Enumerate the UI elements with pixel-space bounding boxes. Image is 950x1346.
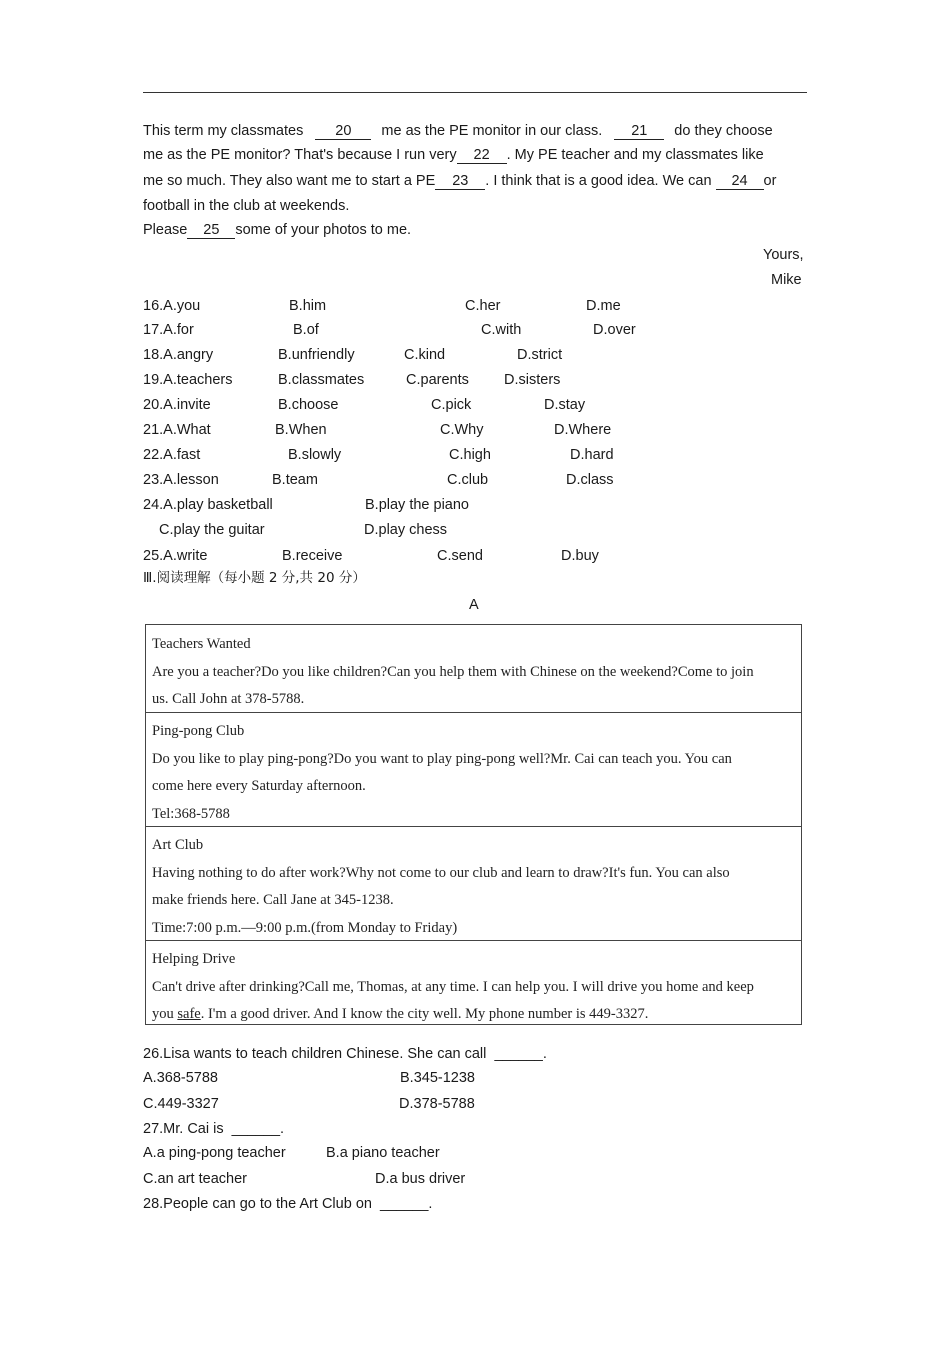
notice-teachers-wanted: Teachers Wanted Are you a teacher?Do you like children?Can you help them with Chinese on the weekend?Come to join us. Call John at 378-5788. <box>152 636 754 707</box>
header-rule <box>143 92 807 93</box>
question-26: 26.Lisa wants to teach children Chinese. She can call ______. <box>143 1046 547 1062</box>
signoff-yours: Yours, <box>763 247 804 263</box>
blank-21: 21 <box>614 123 664 140</box>
section-letter: A <box>469 597 479 613</box>
notice-helping-drive: Helping Drive Can't drive after drinking?Call me, Thomas, at any time. I can help you. I will drive you home and keep you safe. I'm a good driver. And I know the city well. My phone number is 449-3327. <box>146 940 801 1024</box>
blank-25: 25 <box>187 222 235 239</box>
blank-23: 23 <box>435 173 485 190</box>
notice-title: Art Club <box>152 837 204 853</box>
passage-line-5: Please 25 some of your photos to me. <box>143 222 412 238</box>
blank-20: 20 <box>315 123 371 140</box>
passage-line-2: me as the PE monitor? That's because I run very 22 . My PE teacher and my classmates like <box>143 147 764 163</box>
question-28: 28.People can go to the Art Club on ______. <box>143 1196 433 1212</box>
blank-24: 24 <box>716 173 764 190</box>
passage-line-1: This term my classmates 20 me as the PE monitor in our class. 21 do they choose <box>143 123 773 139</box>
notice-title: Helping Drive <box>152 951 236 967</box>
notice-ping-pong-club: Ping-pong Club Do you like to play ping-pong?Do you want to play ping-pong well?Mr. Cai can teach you. You can come here every Saturday afternoon. Tel:368-5788 <box>146 712 801 826</box>
notice-art-club: Art Club Having nothing to do after work?Why not come to our club and learn to draw?It's fun. You can also make friends here. Call Jane at 345-1238. Time:7:00 p.m.—9:00 p.m.(from Monday to Friday) <box>146 826 801 940</box>
signoff-name: Mike <box>771 272 802 288</box>
notice-title: Ping-pong Club <box>152 723 245 739</box>
section-title: Ⅲ.阅读理解（每小题 2 分,共 20 分） <box>143 570 366 586</box>
question-27: 27.Mr. Cai is ______. <box>143 1121 285 1137</box>
notice-board <box>145 624 802 1025</box>
passage-line-3: me so much. They also want me to start a PE 23 . I think that is a good idea. We can 24 or <box>143 173 777 189</box>
blank-22: 22 <box>457 147 507 164</box>
underlined-word: safe <box>177 1006 201 1022</box>
notice-title: Teachers Wanted <box>152 636 251 652</box>
passage-line-4: football in the club at weekends. <box>143 198 350 214</box>
